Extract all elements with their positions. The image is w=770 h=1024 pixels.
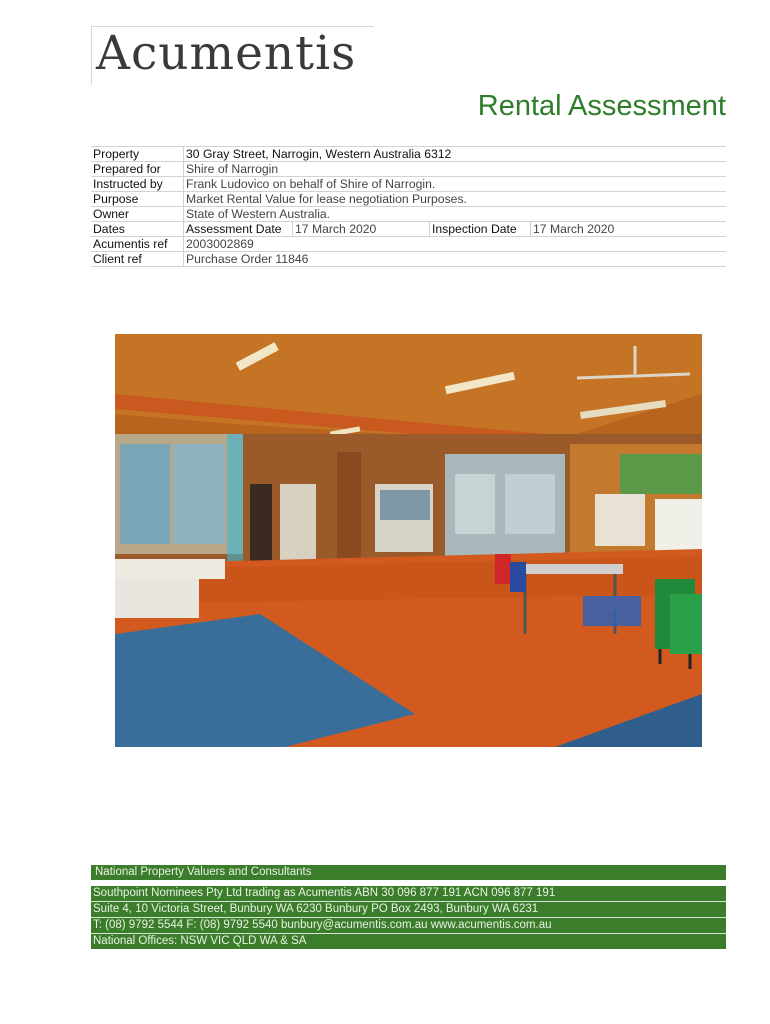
footer-contact-line: T: (08) 9792 5544 F: (08) 9792 5540 bunbury@acumentis.com.au www.acumentis.com.au [91, 917, 726, 933]
table-row [91, 222, 726, 237]
instructed-by-value: Frank Ludovico on behalf of Shire of Narrogin. [184, 177, 727, 192]
purpose-value: Market Rental Value for lease negotiation Purposes. [184, 192, 727, 207]
prepared-for-label: Prepared for [91, 162, 184, 177]
purpose-label: Purpose [91, 192, 184, 207]
assessment-date-label: Assessment Date [184, 222, 293, 237]
prepared-for-value: Shire of Narrogin [184, 162, 727, 177]
footer-tagline: National Property Valuers and Consultants [91, 865, 726, 880]
owner-label: Owner [91, 207, 184, 222]
table-row [91, 162, 726, 177]
footer-address-line: Suite 4, 10 Victoria Street, Bunbury WA 6230 Bunbury PO Box 2493, Bunbury WA 6231 [91, 901, 726, 917]
property-value: 30 Gray Street, Narrogin, Western Australia 6312 [184, 147, 727, 162]
assessment-date-value: 17 March 2020 [293, 222, 430, 237]
footer-company-line: Southpoint Nominees Pty Ltd trading as Acumentis ABN 30 096 877 191 ACN 096 877 191 [93, 887, 556, 899]
client-ref-label: Client ref [91, 252, 184, 267]
footer-contact-block [91, 886, 726, 949]
table-row [91, 177, 726, 192]
property-interior-photo [115, 334, 702, 747]
property-label: Property [91, 147, 184, 162]
acumentis-ref-value: 2003002869 [184, 237, 727, 252]
instructed-by-label: Instructed by [91, 177, 184, 192]
acumentis-logo: Acumentis [96, 26, 357, 81]
table-row [91, 252, 726, 267]
footer-offices-line: National Offices: NSW VIC QLD WA & SA [91, 933, 726, 949]
table-row [91, 237, 726, 252]
table-row [91, 147, 726, 162]
dates-label: Dates [91, 222, 184, 237]
inspection-date-value: 17 March 2020 [531, 222, 727, 237]
owner-value: State of Western Australia. [184, 207, 727, 222]
acumentis-ref-label: Acumentis ref [91, 237, 184, 252]
table-row [91, 207, 726, 222]
inspection-date-label: Inspection Date [430, 222, 531, 237]
property-details-table [91, 146, 726, 267]
client-ref-value: Purchase Order 11846 [184, 252, 727, 267]
table-row [91, 192, 726, 207]
page-title: Rental Assessment [477, 90, 726, 122]
